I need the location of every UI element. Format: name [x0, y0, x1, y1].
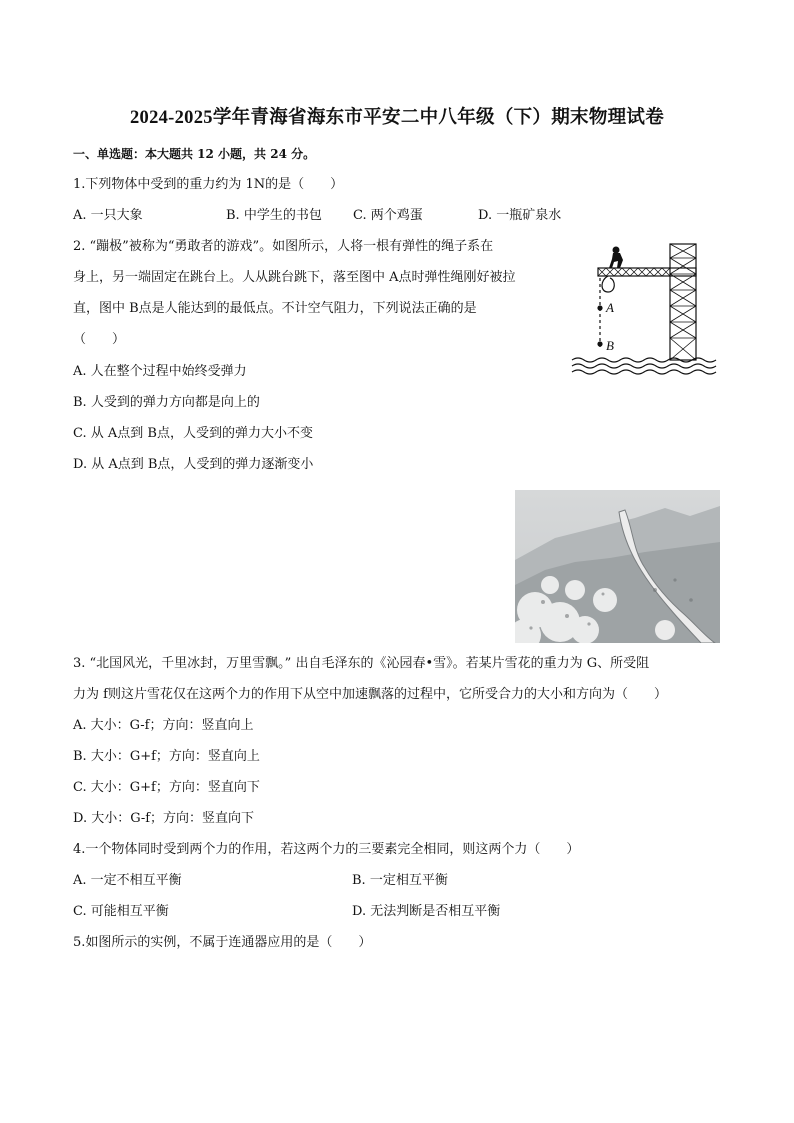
bungee-figure: [570, 238, 722, 378]
question-4-option-b[interactable]: B. 一定相互平衡: [352, 873, 448, 888]
question-3-option-a[interactable]: A. 大小：G-f；方向：竖直向上: [73, 718, 254, 733]
question-5-stem: 5.如图所示的实例，不属于连通器应用的是（ ）: [73, 935, 372, 950]
question-1-stem: 1.下列物体中受到的重力约为 1N的是（ ）: [73, 177, 344, 192]
question-2-option-b[interactable]: B. 人受到的弹力方向都是向上的: [73, 395, 260, 410]
question-4-option-a[interactable]: A. 一定不相互平衡: [73, 873, 182, 888]
figure-label-a: A: [606, 300, 614, 315]
question-2-line-2: 身上，另一端固定在跳台上。人从跳台跳下，落至图中 A点时弹性绳刚好被拉: [73, 270, 516, 285]
section-heading: 一、单选题：本大题共 12 小题，共 24 分。: [73, 147, 316, 161]
question-1-option-d[interactable]: D. 一瓶矿泉水: [478, 208, 562, 223]
question-2-line-3: 直，图中 B点是人能达到的最低点。不计空气阻力，下列说法正确的是: [73, 301, 477, 316]
page-title: 2024-2025学年青海省海东市平安二中八年级（下）期末物理试卷: [129, 108, 665, 128]
question-3-line-1: 3. “北国风光，千里冰封，万里雪飘。” 出自毛泽东的《沁园春•雪》。若某片雪花的重力为 G、所受阻: [73, 656, 650, 671]
question-1-option-a[interactable]: A. 一只大象: [73, 208, 143, 223]
point-b-marker: [597, 341, 602, 346]
question-4-stem: 4.一个物体同时受到两个力的作用，若这两个力的三要素完全相同，则这两个力（ ）: [73, 842, 580, 857]
question-2-line-4: （ ）: [73, 332, 126, 347]
question-2-option-d[interactable]: D. 从 A点到 B点，人受到的弹力逐渐变小: [73, 457, 314, 472]
question-3-option-b[interactable]: B. 大小：G+f；方向：竖直向上: [73, 749, 260, 764]
question-2-line-1: 2. “蹦极”被称为“勇敢者的游戏”。如图所示，人将一根有弹性的绳子系在: [73, 239, 494, 254]
question-3-option-c[interactable]: C. 大小：G+f；方向：竖直向下: [73, 780, 260, 795]
question-2-option-c[interactable]: C. 从 A点到 B点，人受到的弹力大小不变: [73, 426, 313, 441]
figure-label-b: B: [606, 338, 614, 353]
question-1-option-b[interactable]: B. 中学生的书包: [226, 208, 322, 223]
question-3-option-d[interactable]: D. 大小：G-f；方向：竖直向下: [73, 811, 255, 826]
point-a-marker: [597, 305, 602, 310]
snowy-great-wall-photo: [515, 490, 720, 643]
question-1-option-c[interactable]: C. 两个鸡蛋: [353, 208, 423, 223]
question-2-option-a[interactable]: A. 人在整个过程中始终受弹力: [73, 364, 247, 379]
question-3-line-2: 力为 f则这片雪花仅在这两个力的作用下从空中加速飘落的过程中，它所受合力的大小和方向为（ ）: [73, 687, 667, 702]
question-4-option-c[interactable]: C. 可能相互平衡: [73, 904, 169, 919]
question-4-option-d[interactable]: D. 无法判断是否相互平衡: [352, 904, 501, 919]
